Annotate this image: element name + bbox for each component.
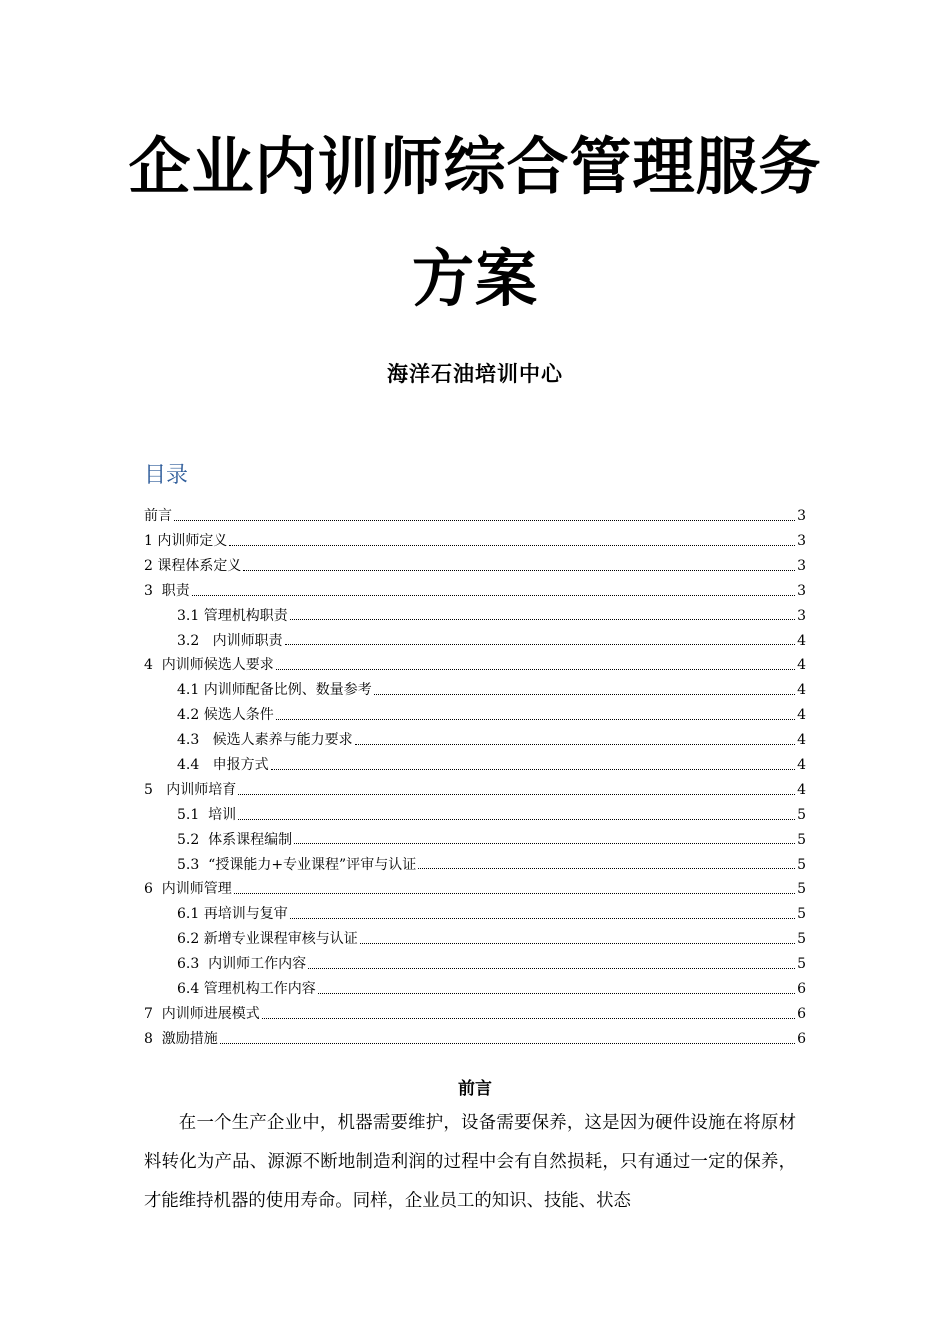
toc-dot-leader [290,619,795,620]
toc-entry-page: 5 [797,806,806,823]
organization-name: 海洋石油培训中心 [387,361,563,386]
preface-paragraph: 在一个生产企业中，机器需要维护，设备需要保养，这是因为硬件设施在将原材料转化为产品、源源不断地制造利润的过程中会有自然损耗，只有通过一定的保养，才能维持机器的使用寿命。同样，企业员工的知识、技能、状态 [144,1113,796,1211]
toc-entry[interactable] [144,749,806,774]
toc-entry[interactable] [144,575,806,600]
toc-entry-page: 3 [797,532,806,549]
document-title-line-1: 企业内训师综合管理服务 [128,130,822,203]
toc-entry-label: 6.4 管理机构工作内容 [177,981,316,998]
toc-heading: 目录 [144,463,189,488]
toc-entry-label: 4.2 候选人条件 [177,707,274,724]
toc-entry-label: 3.2 内训师职责 [177,632,283,649]
document-title-line-2: 方案 [411,242,538,315]
toc-entry[interactable] [144,948,806,973]
toc-entry-page: 5 [797,856,806,873]
toc-entry-page: 5 [797,931,806,948]
toc-entry-label: 5 内训师培育 [144,781,237,798]
toc-entry-label: 6 内训师管理 [144,881,232,898]
toc-entry-page: 6 [797,981,806,998]
toc-entry[interactable] [144,500,806,525]
toc-dot-leader [174,520,795,521]
toc-entry-label: 4.3 候选人素养与能力要求 [177,732,353,749]
toc-entry-page: 5 [797,956,806,973]
toc-entry-page: 4 [797,707,806,724]
toc-dot-leader [355,744,795,745]
toc-entry[interactable] [144,1023,806,1048]
toc-entry-page: 5 [797,831,806,848]
toc-entry[interactable] [144,998,806,1023]
toc-entry-label: 6.2 新增专业课程审核与认证 [177,931,358,948]
toc-entry-page: 6 [797,1030,806,1047]
toc-dot-leader [276,669,795,670]
toc-entry[interactable] [144,600,806,625]
toc-dot-leader [238,819,795,820]
toc-entry[interactable] [144,923,806,948]
toc-entry-label: 6.3 内训师工作内容 [177,956,307,973]
toc-entry-label: 5.2 体系课程编制 [177,831,293,848]
toc-entry[interactable] [144,699,806,724]
toc-entry-label: 5.1 培训 [177,806,237,823]
toc-dot-leader [234,893,795,894]
toc-entry-page: 3 [797,557,806,574]
toc-entry[interactable] [144,873,806,898]
toc-entry-page: 4 [797,781,806,798]
table-of-contents [144,500,806,1048]
toc-entry-label: 2 课程体系定义 [144,557,242,574]
toc-entry[interactable] [144,550,806,575]
toc-entry-label: 3.1 管理机构职责 [177,607,288,624]
toc-entry[interactable] [144,624,806,649]
toc-entry[interactable] [144,525,806,550]
toc-dot-leader [243,570,795,571]
toc-entry[interactable] [144,674,806,699]
toc-entry[interactable] [144,799,806,824]
toc-entry-label: 3 职责 [144,582,190,599]
toc-dot-leader [308,968,795,969]
toc-dot-leader [229,545,795,546]
toc-entry-page: 3 [797,508,806,525]
toc-entry-page: 3 [797,607,806,624]
toc-entry-page: 3 [797,582,806,599]
toc-entry-page: 4 [797,757,806,773]
toc-entry-page: 4 [797,732,806,749]
toc-entry-label: 7 内训师进展模式 [144,1005,260,1022]
toc-dot-leader [276,719,795,720]
toc-dot-leader [318,993,795,994]
toc-entry-page: 4 [797,682,806,699]
toc-entry[interactable] [144,774,806,799]
toc-dot-leader [192,595,795,596]
toc-dot-leader [271,769,795,770]
toc-entry[interactable] [144,824,806,849]
toc-entry-page: 5 [797,906,806,923]
toc-entry[interactable] [144,848,806,873]
toc-dot-leader [285,644,795,645]
toc-entry[interactable] [144,898,806,923]
toc-entry-label: 4.4 申报方式 [177,757,269,773]
toc-entry-label: 4 内训师候选人要求 [144,657,274,674]
toc-dot-leader [294,843,795,844]
toc-entry-page: 6 [797,1005,806,1022]
toc-entry[interactable] [144,973,806,998]
toc-dot-leader [374,694,795,695]
preface-heading: 前言 [458,1079,492,1099]
toc-dot-leader [290,918,795,919]
toc-entry-page: 4 [797,657,806,674]
toc-entry-label: 4.1 内训师配备比例、数量参考 [177,682,372,699]
toc-dot-leader [262,1018,795,1019]
toc-entry-label: 5.3 “授课能力+专业课程”评审与认证 [177,856,417,873]
toc-dot-leader [360,943,795,944]
toc-dot-leader [418,868,795,869]
toc-entry-label: 1 内训师定义 [144,532,228,549]
toc-entry-label: 8 激励措施 [144,1030,218,1047]
toc-entry[interactable] [144,649,806,674]
toc-dot-leader [238,794,795,795]
toc-entry-label: 6.1 再培训与复审 [177,906,288,923]
toc-entry-page: 5 [797,881,806,898]
toc-dot-leader [220,1043,795,1044]
toc-entry-page: 4 [797,632,806,649]
toc-entry-label: 前言 [144,508,172,525]
toc-entry[interactable] [144,724,806,749]
